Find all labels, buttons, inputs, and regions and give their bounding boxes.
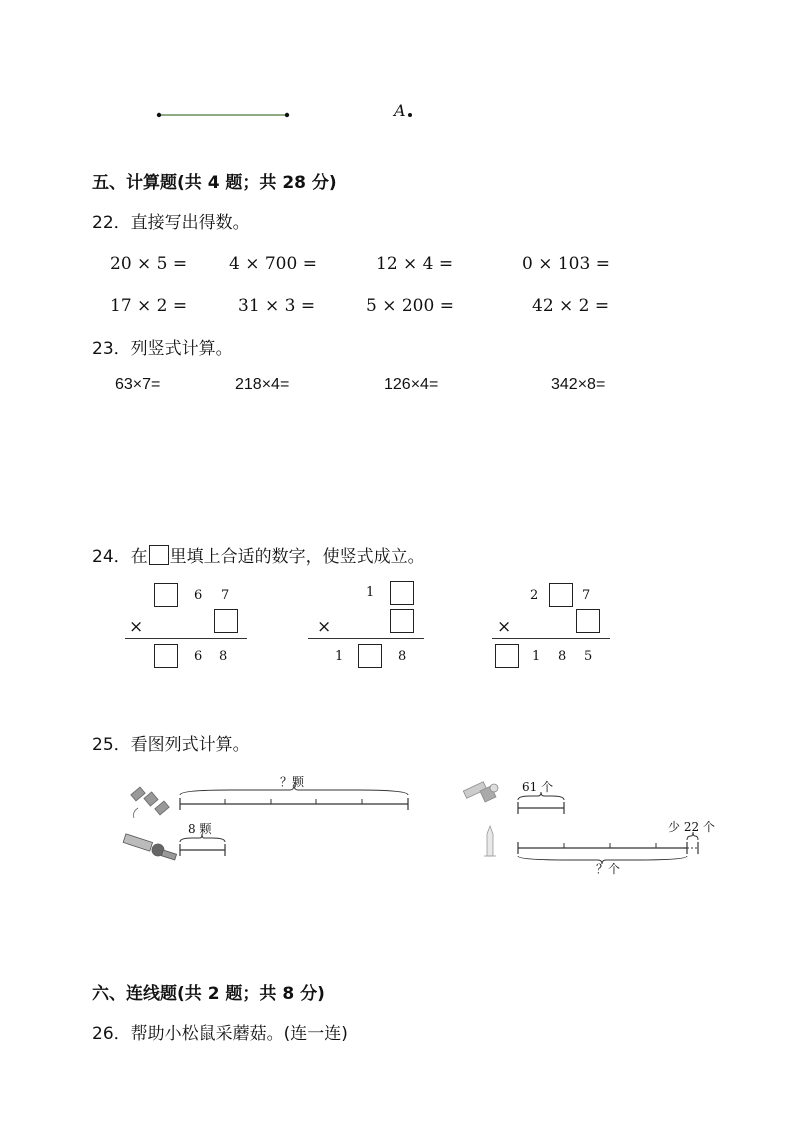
- answer-box[interactable]: [390, 609, 414, 633]
- q24-puzzle-2: [308, 578, 428, 673]
- answer-box[interactable]: [390, 581, 414, 605]
- point-a-label: A: [394, 101, 406, 120]
- q22-item: 31 × 3 =: [238, 296, 316, 316]
- q22-stem: 22．直接写出得数。: [92, 213, 250, 233]
- digit: 1: [532, 649, 541, 664]
- satellite-icon: [123, 834, 176, 860]
- q23-stem: 23．列竖式计算。: [92, 339, 233, 359]
- answer-box[interactable]: [358, 644, 382, 668]
- q25-left-diagram: [120, 768, 420, 868]
- q24-stem-post: 里填上合适的数字，使竖式成立。: [169, 547, 425, 567]
- digit: 6: [194, 588, 203, 603]
- satellite-bars-figure: [120, 768, 420, 868]
- vertical-calc-line: [308, 638, 424, 639]
- rocket-icon: [484, 826, 496, 856]
- answer-box[interactable]: [549, 583, 573, 607]
- answer-box[interactable]: [154, 644, 178, 668]
- less-label: 少 22 个: [668, 820, 715, 834]
- q22-item: 42 × 2 =: [532, 296, 610, 316]
- digit: 5: [584, 649, 593, 664]
- blank-box-icon: [149, 545, 169, 565]
- bottom-bar-label: 8 颗: [188, 822, 212, 836]
- multiply-sign: ×: [129, 617, 144, 637]
- q24-puzzle-1: [125, 578, 250, 673]
- q22-item: 5 × 200 =: [366, 296, 454, 316]
- q25-stem: 25．看图列式计算。: [92, 735, 250, 755]
- answer-box[interactable]: [495, 644, 519, 668]
- q26-stem: 26．帮助小松鼠采蘑菇。(连一连): [92, 1024, 348, 1044]
- q24-stem-pre: 24．在: [92, 547, 148, 567]
- answer-box[interactable]: [214, 609, 238, 633]
- digit: 8: [398, 649, 407, 664]
- digit: 7: [582, 588, 591, 603]
- q23-item: 342×8=: [551, 376, 606, 393]
- digit: 8: [558, 649, 567, 664]
- top-figure: [150, 98, 430, 138]
- vertical-calc-line: [492, 638, 610, 639]
- q23-item: 218×4=: [235, 376, 290, 393]
- vertical-calc-line: [125, 638, 247, 639]
- answer-box[interactable]: [154, 583, 178, 607]
- top-bar-label: ？颗: [280, 775, 305, 789]
- q24-stem: [92, 542, 425, 567]
- q22-item: 12 × 4 =: [376, 254, 454, 274]
- q24-puzzle-3: [492, 578, 617, 673]
- q22-item: 4 × 700 =: [229, 254, 317, 274]
- q22-item: 20 × 5 =: [110, 254, 188, 274]
- digit: 2: [530, 588, 539, 603]
- line-segment-figure: [150, 98, 430, 138]
- q23-item: 63×7=: [115, 376, 161, 393]
- digit: 1: [366, 585, 375, 600]
- digit: 1: [335, 649, 344, 664]
- bottom-bar-label: ？个: [596, 862, 621, 876]
- digit: 7: [221, 588, 230, 603]
- multiply-sign: ×: [317, 617, 332, 637]
- q22-item: 0 × 103 =: [522, 254, 610, 274]
- q22-item: 17 × 2 =: [110, 296, 188, 316]
- q23-item: 126×4=: [384, 376, 439, 393]
- section-5-title: 五、计算题(共 4 题；共 28 分): [92, 173, 337, 193]
- answer-box[interactable]: [576, 609, 600, 633]
- satellite-icon: [131, 787, 169, 818]
- q25-right-diagram: [460, 768, 730, 883]
- top-bar-label: 61 个: [522, 780, 554, 794]
- satellite-icon: [463, 782, 498, 802]
- multiply-sign: ×: [497, 617, 512, 637]
- digit: 6: [194, 649, 203, 664]
- section-6-title: 六、连线题(共 2 题；共 8 分): [92, 984, 325, 1004]
- digit: 8: [219, 649, 228, 664]
